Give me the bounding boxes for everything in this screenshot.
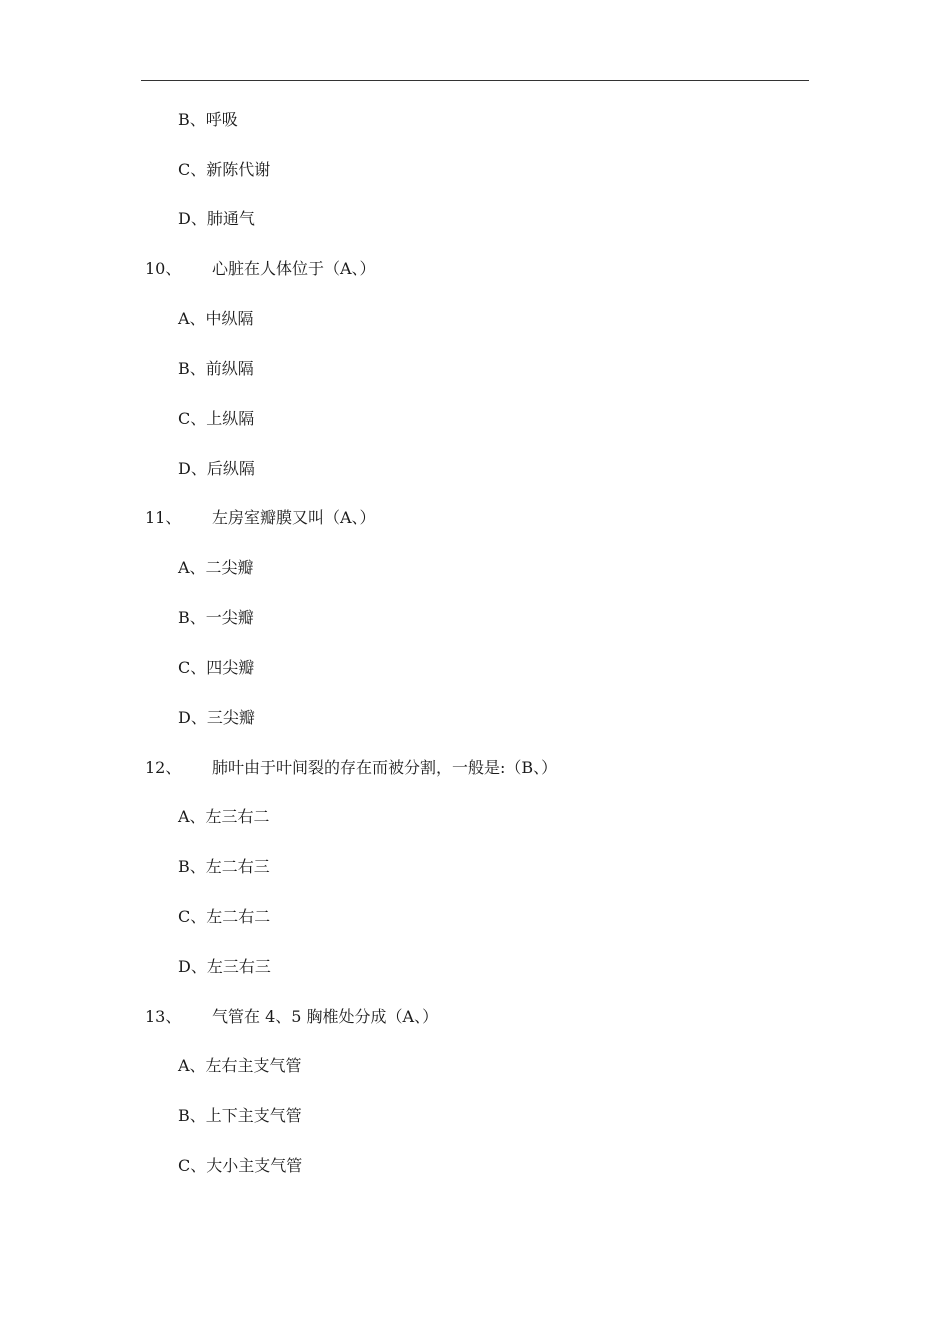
- option-line: B、左二右三: [178, 857, 270, 876]
- question-text: 心脏在人体位于（A、）: [212, 259, 376, 278]
- option-line: D、后纵隔: [178, 459, 255, 478]
- question-number: 12、: [145, 758, 182, 777]
- question-text: 左房室瓣膜又叫（A、）: [212, 508, 376, 527]
- option-line: D、肺通气: [178, 209, 255, 228]
- question-text: 肺叶由于叶间裂的存在而被分割，一般是:（B、）: [212, 758, 558, 777]
- option-line: C、上纵隔: [178, 409, 255, 428]
- question-number: 13、: [145, 1007, 182, 1026]
- option-line: C、新陈代谢: [178, 160, 271, 179]
- option-line: D、三尖瓣: [178, 708, 255, 727]
- option-line: B、上下主支气管: [178, 1106, 302, 1125]
- question-number: 10、: [145, 259, 182, 278]
- option-line: B、前纵隔: [178, 359, 254, 378]
- question-number: 11、: [145, 508, 182, 527]
- option-line: B、呼吸: [178, 110, 238, 129]
- header-rule: [141, 80, 809, 81]
- option-line: C、四尖瓣: [178, 658, 255, 677]
- option-line: A、左右主支气管: [178, 1056, 302, 1075]
- option-line: C、左二右二: [178, 907, 271, 926]
- option-line: A、中纵隔: [178, 309, 254, 328]
- option-line: A、左三右二: [178, 807, 270, 826]
- option-line: D、左三右三: [178, 957, 271, 976]
- question-text: 气管在 4、5 胸椎处分成（A、）: [212, 1007, 439, 1026]
- option-line: C、大小主支气管: [178, 1156, 303, 1175]
- option-line: B、一尖瓣: [178, 608, 254, 627]
- option-line: A、二尖瓣: [178, 558, 254, 577]
